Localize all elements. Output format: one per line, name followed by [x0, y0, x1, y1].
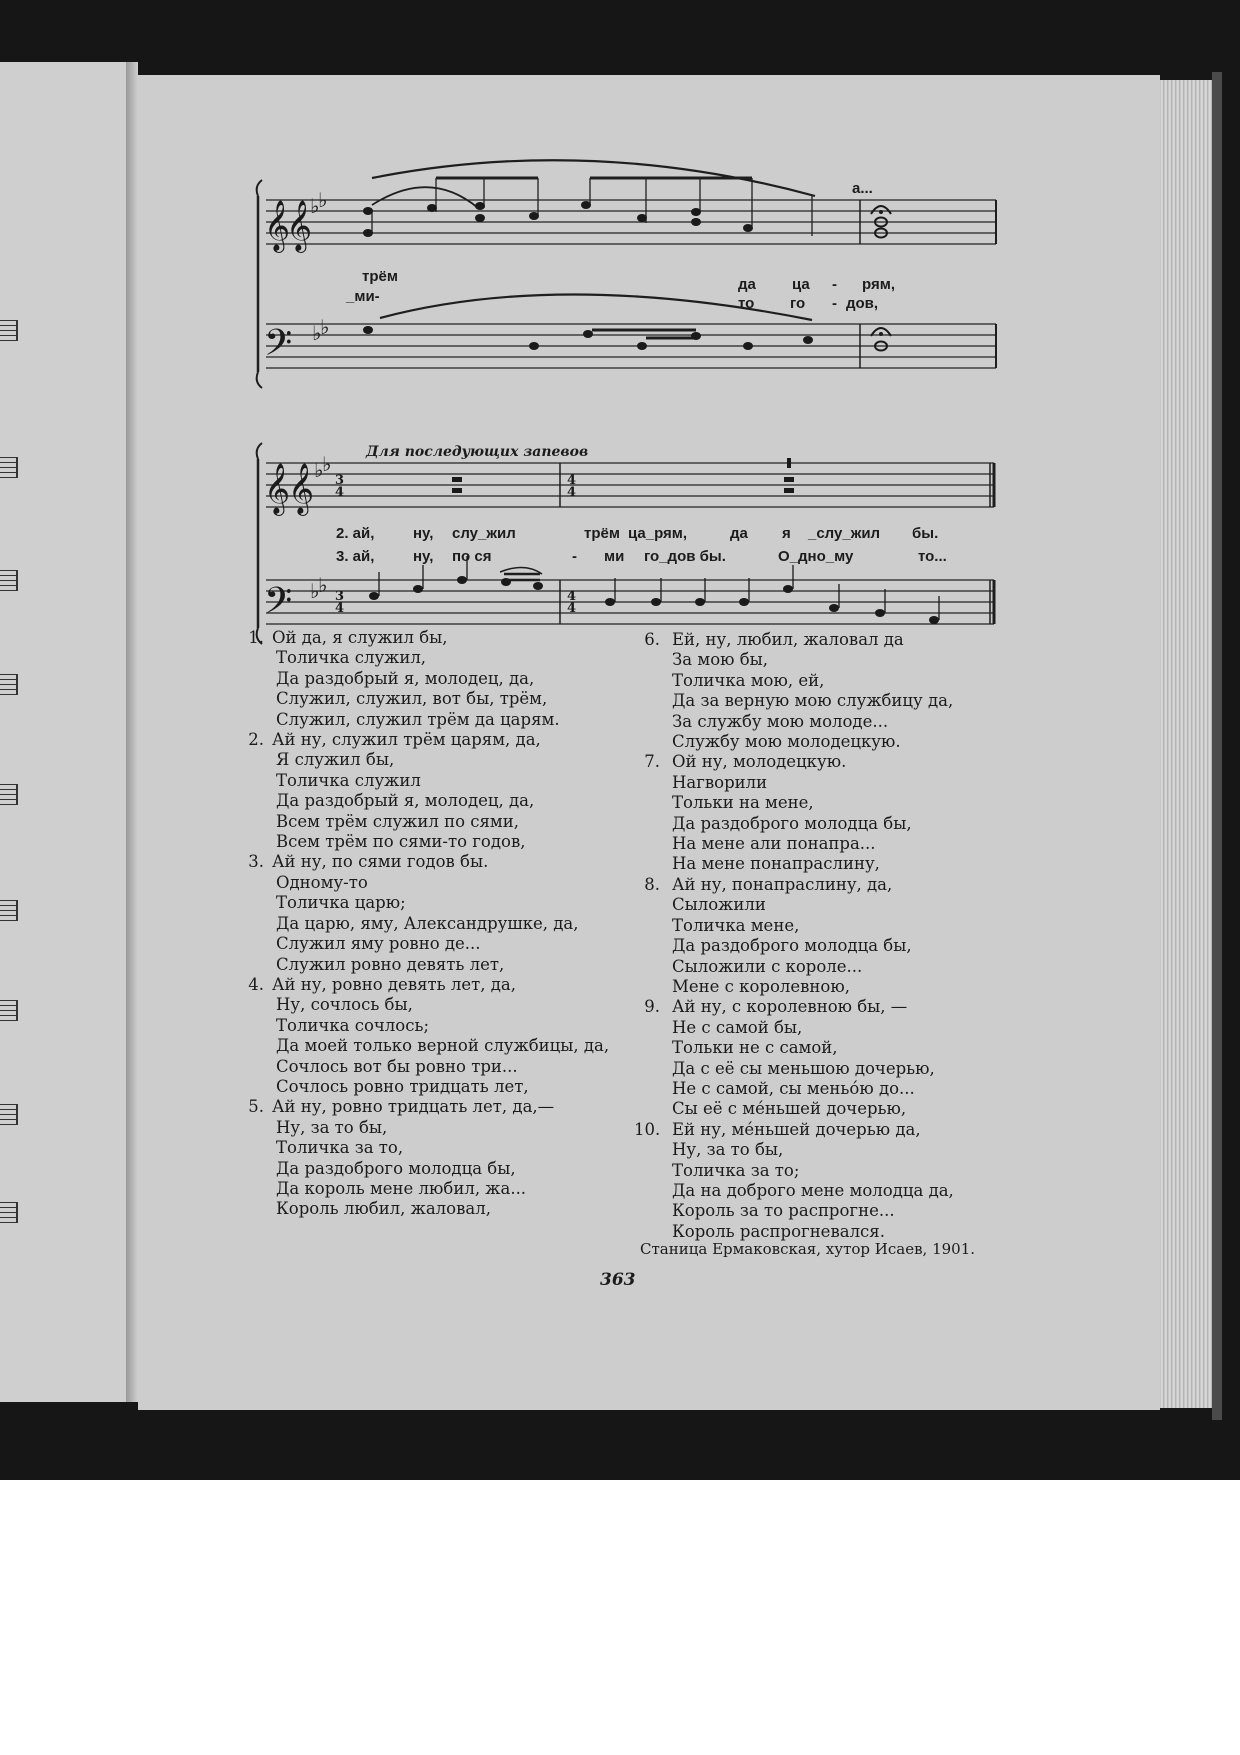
verse-line — [634, 814, 954, 834]
verse-text: Ей ну, ме́ньшей дочерью да, — [672, 1119, 921, 1139]
verse-line — [634, 1079, 954, 1099]
verse-line — [634, 1181, 954, 1201]
verse-text: Толичка царю; — [276, 893, 406, 913]
lyric-word: трём — [584, 525, 620, 542]
verse-text: Да раздоброго молодца бы, — [276, 1158, 516, 1178]
verse-line — [634, 691, 954, 711]
verse-text: Не с самой бы, — [672, 1017, 803, 1037]
verse-text: Да раздоброго молодца бы, — [672, 813, 912, 833]
verse-text: Сочлось вот бы ровно три... — [276, 1056, 518, 1076]
verse-line — [238, 1036, 609, 1056]
verse-line — [238, 955, 609, 975]
verse-line — [238, 1179, 609, 1199]
verse-number: 4. — [248, 974, 264, 994]
verse-line — [634, 957, 954, 977]
verse-text: Толичка за то, — [276, 1138, 404, 1158]
treble-clef: 𝄞 — [264, 200, 291, 251]
verse-number: 7. — [644, 752, 660, 772]
verse-text: Служил ровно девять лет, — [276, 954, 505, 974]
verse-number: 3. — [248, 852, 264, 872]
noteheads-system2-bass — [369, 576, 939, 624]
lyric-word: ми — [604, 548, 625, 565]
lyric-word: го — [790, 295, 806, 312]
verse-text: Нагворили — [672, 772, 768, 792]
svg-text:4: 4 — [567, 601, 577, 616]
verse-text: Сыложили — [672, 895, 766, 915]
verse-text: Да моей только верной службицы, да, — [276, 1036, 610, 1056]
verse-text: Да раздоброго молодца бы, — [672, 936, 912, 956]
clefs — [264, 200, 314, 631]
svg-text:♭: ♭ — [318, 188, 328, 212]
verse-line — [238, 730, 609, 750]
lyric-word: то... — [918, 548, 947, 565]
verse-line — [634, 1099, 954, 1119]
verse-text: Служил яму ровно де... — [276, 934, 481, 954]
verse-line — [634, 671, 954, 691]
verse-text: Ай ну, служил трём царям, да, — [272, 730, 541, 750]
verse-text: Всем трём по сями-то годов, — [276, 832, 526, 852]
verse-text: Толичка служил — [276, 770, 421, 790]
verse-text: Король за то распрогне... — [672, 1201, 895, 1221]
stems-system2 — [379, 556, 939, 620]
verse-line — [238, 689, 609, 709]
verse-line — [634, 752, 954, 772]
verse-line — [634, 834, 954, 854]
verse-line — [238, 812, 609, 832]
verses-left-column — [238, 628, 609, 1220]
lyric-word: то — [738, 295, 755, 312]
lyric-word: - — [572, 548, 577, 565]
verse-line — [634, 793, 954, 813]
lyric-word: да — [738, 276, 756, 293]
verse-line — [238, 995, 609, 1015]
verse-line — [238, 934, 609, 954]
verse-number: 8. — [644, 874, 660, 894]
verse-line — [238, 710, 609, 730]
verse-text: Сочлось ровно тридцать лет, — [276, 1076, 529, 1096]
lyric-word: дов, — [846, 295, 879, 312]
verse-line — [634, 712, 954, 732]
verse-text: Не с самой, сы меньо́ю до... — [672, 1078, 915, 1098]
verse-line — [238, 852, 609, 872]
svg-text:4: 4 — [335, 601, 345, 616]
noteheads-system1 — [363, 201, 887, 238]
verse-text: Ну, сочлось бы, — [276, 995, 413, 1015]
verse-text: Мене с королевною, — [672, 976, 850, 996]
verse-line — [238, 1016, 609, 1036]
verse-line — [634, 1018, 954, 1038]
verse-line — [634, 650, 954, 670]
verse-line — [238, 1077, 609, 1097]
verse-text: Король любил, жаловал, — [276, 1199, 491, 1219]
verse-text: За мою бы, — [672, 650, 769, 670]
verse-text: На мене али понапра... — [672, 834, 876, 854]
verse-line — [238, 914, 609, 934]
verse-text: Да король мене любил, жа... — [276, 1178, 527, 1198]
verse-line — [634, 1201, 954, 1221]
verse-text: Толичка мою, ей, — [672, 670, 825, 690]
verse-number: 10. — [634, 1119, 661, 1139]
svg-text:4: 4 — [567, 485, 577, 500]
verse-text: Ай ну, ровно девять лет, да, — [272, 974, 516, 994]
verse-text: Да на доброго мене молодца да, — [672, 1180, 954, 1200]
verse-text: Ай ну, понапраслину, да, — [672, 874, 893, 894]
lyric-word: ну, — [413, 525, 434, 542]
lyric-word: _слу_жил — [808, 525, 881, 542]
verse-line — [238, 669, 609, 689]
page-number: 363 — [600, 1270, 636, 1290]
verse-text: Да царю, яму, Александрушке, да, — [276, 913, 579, 933]
staff-system2-treble — [266, 463, 994, 507]
lyric-word: ну, — [413, 548, 434, 565]
section-heading: Для последующих запевов — [366, 444, 589, 460]
verse-text: Сы её с ме́ньшей дочерью, — [672, 1099, 907, 1119]
verse-line — [238, 648, 609, 668]
bass-clef-2: 𝄢 — [264, 580, 293, 631]
verse-line — [634, 895, 954, 915]
verse-line — [634, 1059, 954, 1079]
verse-text: Да раздобрый я, молодец, да, — [276, 791, 535, 811]
verse-text: Служил, служил, вот бы, трём, — [276, 689, 548, 709]
verse-line — [634, 854, 954, 874]
lyric-word: слу_жил — [452, 525, 516, 542]
lyric-word: О_дно_му — [778, 548, 854, 565]
lyric-word: _ми- — [346, 288, 380, 305]
verse-text: Король распрогневался. — [672, 1221, 885, 1241]
verse-line — [634, 1140, 954, 1160]
svg-text:4: 4 — [335, 485, 345, 500]
lyric-word: - — [832, 295, 837, 312]
verse-number: 2. — [248, 730, 264, 750]
verse-text: Толичка за то; — [672, 1160, 800, 1180]
verse-text: Да за верную мою службицу да, — [672, 691, 954, 711]
svg-text:♭: ♭ — [310, 579, 320, 603]
verse-line — [238, 1138, 609, 1158]
lyric-word: ца — [792, 276, 810, 293]
lyric-word: 3. ай, — [336, 548, 375, 565]
lyric-word: рям, — [862, 276, 895, 293]
verse-line — [634, 916, 954, 936]
svg-text:♭: ♭ — [310, 194, 320, 218]
verse-line — [634, 1161, 954, 1181]
verse-text: Толичка сочлось; — [276, 1015, 430, 1035]
lyric-word: ца_рям, — [628, 525, 688, 542]
lyric-word: трём — [362, 268, 398, 285]
verse-text: Я служил бы, — [276, 750, 395, 770]
lyric-word: по ся — [452, 548, 492, 565]
verse-text: Службу мою молодецкую. — [672, 732, 901, 752]
key-signatures — [310, 188, 331, 603]
verse-line — [238, 1118, 609, 1138]
verse-line — [634, 773, 954, 793]
svg-text:3: 3 — [335, 589, 345, 604]
svg-text:♭: ♭ — [320, 315, 330, 339]
verse-text: На мене понапраслину, — [672, 854, 880, 874]
verse-text: Ай ну, ровно тридцать лет, да,— — [272, 1097, 555, 1117]
verse-text: Тольки на мене, — [672, 793, 814, 813]
upper-syllable: а... — [852, 180, 873, 197]
lyric-word: 2. ай, — [336, 525, 375, 542]
svg-text:4: 4 — [567, 589, 577, 604]
treble-clef-secondary: 𝄞 — [286, 200, 313, 251]
verse-text: Ей, ну, любил, жаловал да — [672, 630, 904, 649]
verse-text: Сыложили с короле... — [672, 956, 863, 976]
treble-clef-2b: 𝄞 — [288, 463, 315, 514]
verse-number: 5. — [248, 1097, 264, 1117]
verse-text: Ой ну, молодецкую. — [672, 752, 847, 772]
verse-line — [238, 893, 609, 913]
verses-right-column — [634, 630, 954, 1242]
lyric-word: - — [832, 276, 837, 293]
verse-text: Толичка служил, — [276, 648, 427, 668]
verse-line — [634, 630, 954, 650]
verse-text: Толичка мене, — [672, 915, 800, 935]
verse-number: 1. — [248, 628, 264, 647]
verse-line — [634, 1038, 954, 1058]
verse-text: Ай ну, по сями годов бы. — [272, 852, 489, 872]
source-note: Станица Ермаковская, хутор Исаев, 1901. — [640, 1240, 976, 1258]
verse-line — [238, 873, 609, 893]
verse-text: Тольки не с самой, — [672, 1038, 838, 1058]
verse-text: Ну, за то бы, — [672, 1140, 784, 1160]
lyric-word: бы. — [912, 525, 939, 542]
verse-text: Да с её сы меньшою дочерью, — [672, 1058, 935, 1078]
svg-text:♭: ♭ — [312, 321, 322, 345]
verse-line — [634, 732, 954, 752]
verse-text: Ой да, я служил бы, — [272, 628, 448, 647]
verse-line — [238, 1097, 609, 1117]
verse-line — [238, 771, 609, 791]
svg-text:♭: ♭ — [318, 573, 328, 597]
verse-text: Да раздобрый я, молодец, да, — [276, 668, 535, 688]
treble-clef-2: 𝄞 — [264, 463, 291, 514]
verse-text: За службу мою молоде... — [672, 711, 889, 731]
verse-line — [238, 832, 609, 852]
verse-text: Служил, служил трём да царям. — [276, 709, 560, 729]
verse-line — [238, 1199, 609, 1219]
svg-text:4: 4 — [567, 473, 577, 488]
lyric-word: я — [782, 525, 791, 542]
verse-line — [238, 1057, 609, 1077]
verse-line — [634, 1120, 954, 1140]
lyric-word: да — [730, 525, 748, 542]
verse-text: Ну, за то бы, — [276, 1117, 388, 1137]
verse-line — [238, 628, 609, 648]
verse-number: 6. — [644, 630, 660, 649]
verse-text: Ай ну, с королевною бы, — — [672, 997, 908, 1017]
verse-number: 9. — [644, 997, 660, 1017]
lyric-word: го_дов бы. — [644, 548, 726, 565]
verse-line — [634, 997, 954, 1017]
verse-line — [238, 750, 609, 770]
verse-line — [238, 1159, 609, 1179]
svg-text:3: 3 — [335, 473, 345, 488]
svg-text:♭: ♭ — [314, 458, 324, 482]
verse-line — [634, 936, 954, 956]
verse-line — [238, 791, 609, 811]
verse-line — [238, 975, 609, 995]
bass-clef: 𝄢 — [264, 322, 293, 373]
verse-text: Одному-то — [276, 872, 368, 892]
verse-line — [634, 875, 954, 895]
verse-text: Всем трём служил по сями, — [276, 811, 519, 831]
verse-line — [634, 977, 954, 997]
svg-text:♭: ♭ — [322, 452, 332, 476]
